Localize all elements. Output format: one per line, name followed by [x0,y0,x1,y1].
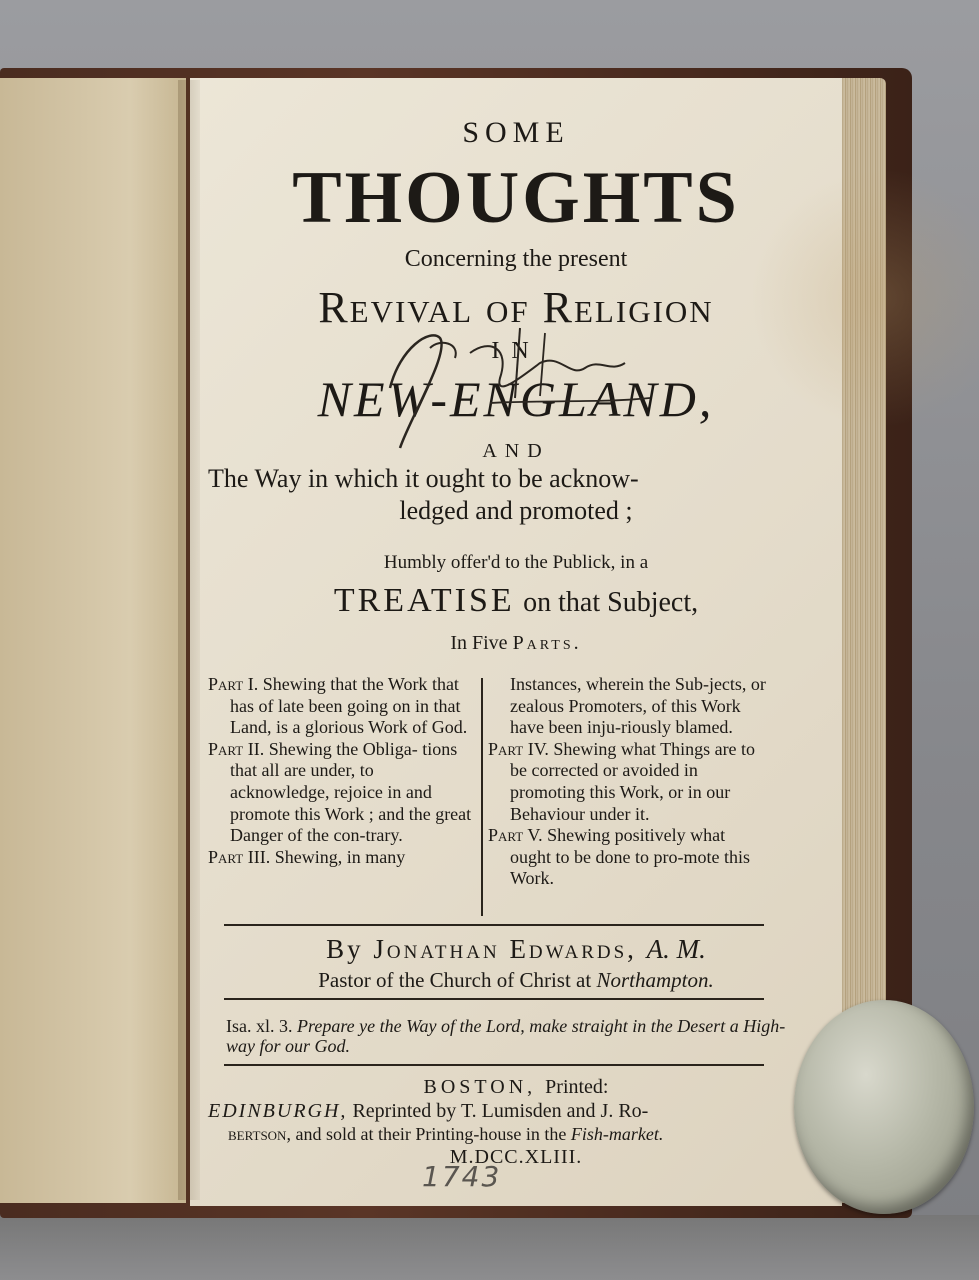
edinburgh-word: EDINBURGH, [208,1100,348,1122]
title-thoughts: THOUGHTS [292,157,740,239]
part-5 [488,825,766,890]
part-1-first: Shewing that the Work [262,674,428,694]
part-3-first: Shewing, in many [274,846,406,867]
part-2-rest: tions that all are under, to acknowledge, rejoice in and promote this Work ; and the great Danger of the con-trary. [230,738,472,846]
part-4 [488,739,766,825]
parts-column-left [208,674,476,868]
ink-signature [370,308,670,458]
title-revival: Revival of Religion [318,283,714,332]
parts-column-right [488,674,766,890]
reprinted-by: Reprinted by T. Lumisden and J. Ro- [352,1100,649,1122]
by-word: By [326,934,364,964]
subtitle-line-1: The Way in which it ought to be acknow- [208,464,639,493]
treatise-rest: on that Subject, [523,587,699,618]
rule-above-author [224,924,764,926]
author-name: Jonathan Edwards, [373,934,637,964]
page-gutter-shadow [178,80,200,1200]
rule-above-imprint [224,1064,764,1066]
title-new-england: NEW-ENGLAND, [317,371,715,427]
left-endpaper [0,78,186,1203]
column-divider [481,678,483,916]
title-page [190,78,842,1206]
pastor-line [190,968,842,993]
part-5-rest: what ought to be done to pro-mote this Work. [510,825,750,889]
part-1 [208,674,476,739]
printed-word: Printed: [545,1076,609,1098]
boston-word: BOSTON, [423,1076,537,1098]
author-line [190,934,842,965]
imprint-boston [190,1076,842,1099]
imprint-sold: and sold at their Printing-house in the [295,1124,567,1144]
humbly-line: Humbly offer'd to the Publick, in a [383,552,649,573]
in-five: In Five [450,632,508,654]
imprint-bertson: bertson, [228,1124,291,1144]
subtitle-line-2: ledged and promoted ; [399,496,633,525]
part-2-first: Shewing the Obliga- [268,738,418,759]
imprint-line-2 [228,1124,880,1145]
part-1-label: Part I. [208,674,259,694]
author-degree: A. M. [646,934,706,964]
part-1-rest: that has of late been going on in that Land, is a glorious Work of God. [230,674,468,738]
pastor-place: Northampton. [596,968,714,992]
pastor-prefix: Pastor of the Church of Christ at [318,968,592,992]
part-4-rest: are to be corrected or avoided in promoting this Work, or in our Behaviour under it. [510,738,756,824]
part-4-first: Shewing what Things [553,738,711,759]
part-3-label: Part III. [208,846,271,867]
title-concerning: Concerning the present [404,246,628,272]
epigraph-reference: Isa. xl. 3. [226,1016,293,1036]
epigraph [226,1016,786,1056]
part-3-continued: Instances, wherein the Sub-jects, or zealous Promoters, of this Work have been inju-riously blamed. [510,674,766,738]
part-2-label: Part II. [208,738,265,759]
silver-coin-weight [794,1000,974,1214]
part-3 [208,847,476,869]
title-in: IN [491,338,541,364]
pencil-date-annotation: 1743 [422,1160,502,1193]
table-surface [0,1215,979,1280]
part-2 [208,739,476,847]
part-5-first: Shewing positively [547,825,686,846]
title-some: SOME [462,116,570,149]
rule-above-epigraph [224,998,764,1000]
part-5-label: Part V. [488,825,543,846]
imprint-edinburgh [208,1100,860,1123]
parts-word: Parts. [512,632,582,654]
part-4-label: Part IV. [488,738,549,759]
epigraph-text: Prepare ye the Way of the Lord, make straight in the Desert a High-way for our God. [226,1016,786,1056]
treatise-line [190,582,842,620]
treatise-word: TREATISE [333,582,515,619]
imprint-date: M.DCC.XLIII. [449,1146,583,1168]
imprint-fish-market: Fish-market. [570,1124,664,1144]
five-parts-line [190,632,842,655]
title-and: AND [482,440,550,462]
